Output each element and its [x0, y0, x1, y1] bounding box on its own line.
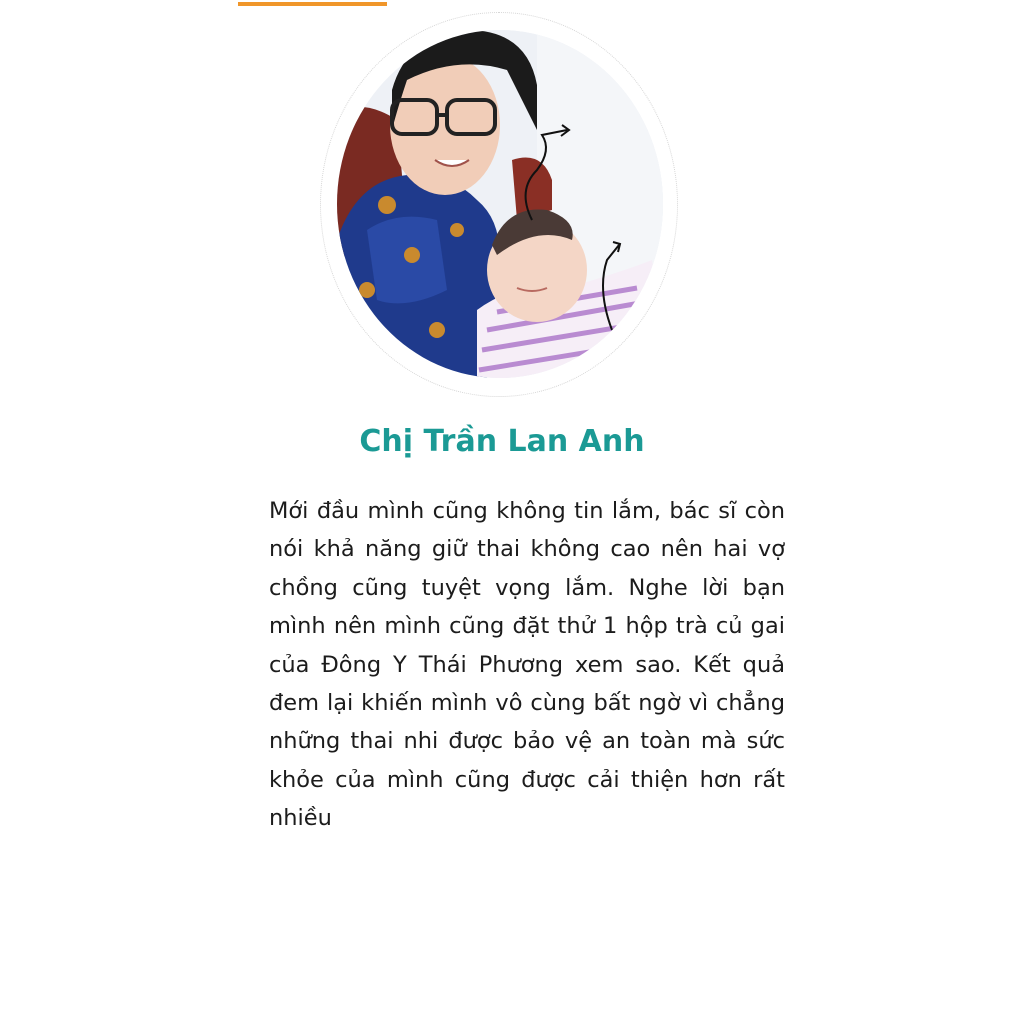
accent-bar — [238, 2, 387, 6]
avatar-photo-illustration — [337, 30, 663, 378]
reviewer-name: Chị Trần Lan Anh — [359, 424, 645, 459]
testimonial-quote: Mới đầu mình cũng không tin lắm, bác sĩ còn nói khả năng giữ thai không cao nên hai vợ chồng cũng tuyệt vọng lắm. Nghe lời bạn mình nên mình cũng đặt thử 1 hộp trà củ gai của Đông Y Thái Phương xem sao. Kết quả đem lại khiến mình vô cùng bất ngờ vì chẳng những thai nhi được bảo vệ an toàn mà sức khỏe của mình cũng được cải thiện hơn rất nhiều — [269, 498, 785, 832]
avatar — [337, 30, 663, 378]
